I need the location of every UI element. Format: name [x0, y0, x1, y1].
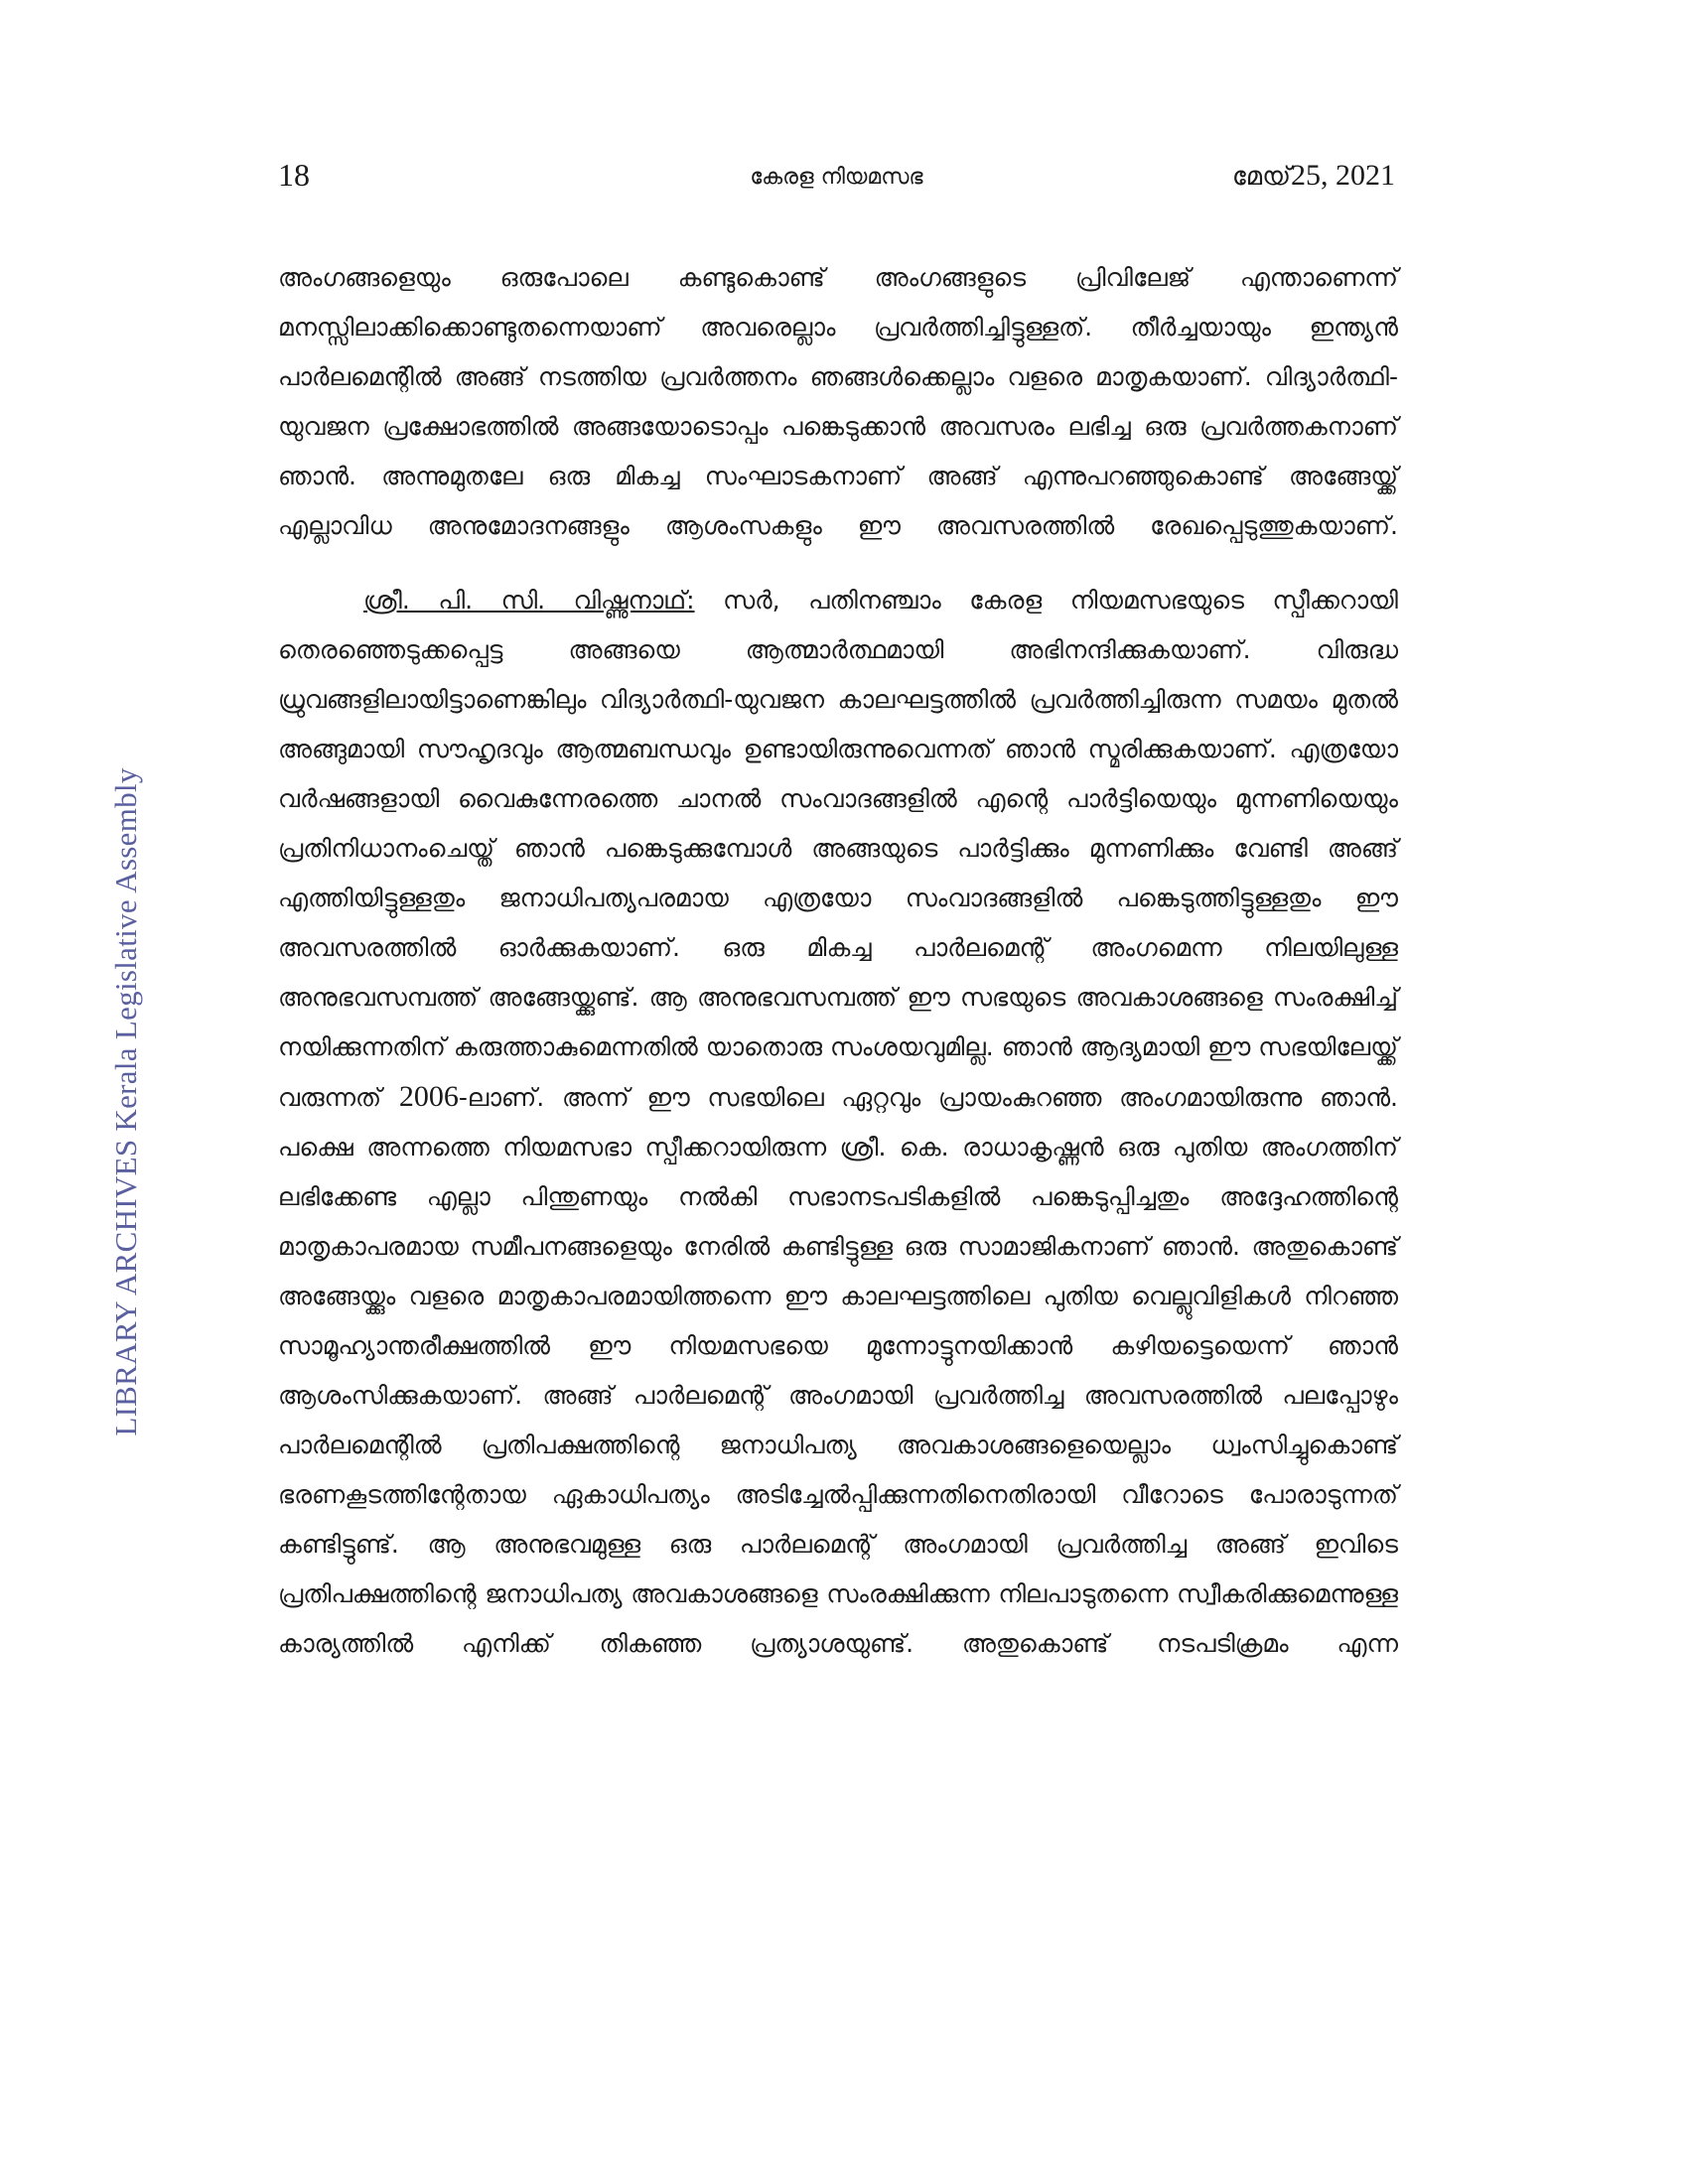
date-month: മേയ്	[1231, 162, 1291, 192]
speech-text-part-1: സർ, പതിനഞ്ചാം കേരള നിയമസഭയുടെ സ്പീക്കറായി തെരഞ്ഞെടുക്കപ്പെട്ട അങ്ങയെ ആത്മാർത്ഥമായി അഭിനന്ദിക്കുകയാണ്. വിരുദ്ധ ധ്രുവങ്ങളിലായിട്ടാണെങ്കിലും വിദ്യാർത്ഥി-യുവജന കാലഘട്ടത്തിൽ പ്രവർത്തിച്ചിരുന്ന സമയം മുതൽ അങ്ങുമായി സൗഹൃദവും ആത്മബന്ധവും ഉണ്ടായിരുന്നുവെന്നത് ഞാൻ സ്മരിക്കുകയാണ്. എത്രയോ വർഷങ്ങളായി വൈകുന്നേരത്തെ ചാനൽ സംവാദങ്ങളിൽ എന്റെ പാർട്ടിയെയും മുന്നണിയെയും പ്രതിനിധാനംചെയ്ത് ഞാൻ പങ്കെടുക്കുമ്പോൾ അങ്ങയുടെ പാർട്ടിക്കും മുന്നണിക്കും വേണ്ടി അങ്ങ് എത്തിയിട്ടുള്ളതും ജനാധിപത്യപരമായ എത്രയോ സംവാദങ്ങളിൽ പങ്കെടുത്തിട്ടുള്ളതും ഈ അവസരത്തിൽ ഓർക്കുകയാണ്. ഒരു മികച്ച പാർലമെന്റ് അംഗമെന്ന നിലയിലുള്ള അനുഭവസമ്പത്ത് അങ്ങേയ്ക്കുണ്ട്. ആ അനുഭവസമ്പത്ത് ഈ സഭയുടെ അവകാശങ്ങളെ സംരക്ഷിച്ച് നയിക്കുന്നതിന് കരുത്താകുമെന്നതിൽ യാതൊരു സംശയവുമില്ല. ഞാൻ ആദ്യമായി ഈ സഭയിലേയ്ക്ക് വരുന്നത്	[278, 586, 1398, 1112]
date-day-year: 25, 2021	[1291, 159, 1395, 192]
speaker-name: ശ്രീ. പി. സി. വിഷ്ണുനാഥ്:	[363, 586, 695, 614]
document-body	[278, 253, 1398, 1669]
speech-text-part-2: -ലാണ്. അന്ന് ഈ സഭയിലെ ഏറ്റവും പ്രായംകുറഞ്ഞ അംഗമായിരുന്നു ഞാൻ. പക്ഷെ അന്നത്തെ നിയമസഭാ സ്പീക്കറായിരുന്ന ശ്രീ. കെ. രാധാകൃഷ്ണൻ ഒരു പുതിയ അംഗത്തിന് ലഭിക്കേണ്ട എല്ലാ പിന്തുണയും നൽകി സഭാനടപടികളിൽ പങ്കെടുപ്പിച്ചതും അദ്ദേഹത്തിന്റെ മാതൃകാപരമായ സമീപനങ്ങളെയും നേരിൽ കണ്ടിട്ടുള്ള ഒരു സാമാജികനാണ് ഞാൻ. അതുകൊണ്ട് അങ്ങേയ്ക്കും വളരെ മാതൃകാപരമായിത്തന്നെ ഈ കാലഘട്ടത്തിലെ പുതിയ വെല്ലുവിളികൾ നിറഞ്ഞ സാമൂഹ്യാന്തരീക്ഷത്തിൽ ഈ നിയമസഭയെ മുന്നോട്ടുനയിക്കാൻ കഴിയട്ടെയെന്ന് ഞാൻ ആശംസിക്കുകയാണ്. അങ്ങ് പാർലമെന്റ് അംഗമായി പ്രവർത്തിച്ച അവസരത്തിൽ പലപ്പോഴും പാർലമെന്റിൽ പ്രതിപക്ഷത്തിന്റെ ജനാധിപത്യ അവകാശങ്ങളെയെല്ലാം ധ്വംസിച്ചുകൊണ്ട് ഭരണകൂടത്തിന്റേതായ ഏകാധിപത്യം അടിച്ചേൽപ്പിക്കുന്നതിനെതിരായി വീറോടെ പോരാടുന്നത് കണ്ടിട്ടുണ്ട്. ആ അനുഭവമുള്ള ഒരു പാർലമെന്റ് അംഗമായി പ്രവർത്തിച്ച അങ്ങ് ഇവിടെ പ്രതിപക്ഷത്തിന്റെ ജനാധിപത്യ അവകാശങ്ങളെ സംരക്ഷിക്കുന്ന നിലപാടുതന്നെ സ്വീകരിക്കുമെന്നുള്ള കാര്യത്തിൽ എനിക്ക് തികഞ്ഞ പ്രത്യാശയുണ്ട്. അതുകൊണ്ട് നടപടിക്രമം എന്ന	[278, 1083, 1398, 1658]
running-title: കേരള നിയമസഭ	[750, 165, 923, 190]
library-archives-stamp: LIBRARY ARCHIVES Kerala Legislative Assembly	[108, 767, 143, 1436]
year-number: 2006	[398, 1080, 459, 1113]
page-date	[1232, 159, 1395, 193]
page-number: 18	[278, 157, 310, 193]
page-header	[278, 157, 1395, 206]
paragraph-continued: അംഗങ്ങളെയും ഒരുപോലെ കണ്ടുകൊണ്ട് അംഗങ്ങളുടെ പ്രിവിലേജ് എന്താണെന്ന് മനസ്സിലാക്കിക്കൊണ്ടുതന്നെയാണ് അവരെല്ലാം പ്രവർത്തിച്ചിട്ടുള്ളത്. തീർച്ചയായും ഇന്ത്യൻ പാർലമെന്റിൽ അങ്ങ് നടത്തിയ പ്രവർത്തനം ഞങ്ങൾക്കെല്ലാം വളരെ മാതൃകയാണ്. വിദ്യാർത്ഥി-യുവജന പ്രക്ഷോഭത്തിൽ അങ്ങയോടൊപ്പം പങ്കെടുക്കാൻ അവസരം ലഭിച്ച ഒരു പ്രവർത്തകനാണ് ഞാൻ. അന്നുമുതലേ ഒരു മികച്ച സംഘാടകനാണ് അങ്ങ് എന്നുപറഞ്ഞുകൊണ്ട് അങ്ങേയ്ക്ക് എല്ലാവിധ അനുമോദനങ്ങളും ആശംസകളും ഈ അവസരത്തിൽ രേഖപ്പെടുത്തുകയാണ്.	[278, 263, 1398, 540]
paragraph-speech	[278, 576, 1398, 1669]
